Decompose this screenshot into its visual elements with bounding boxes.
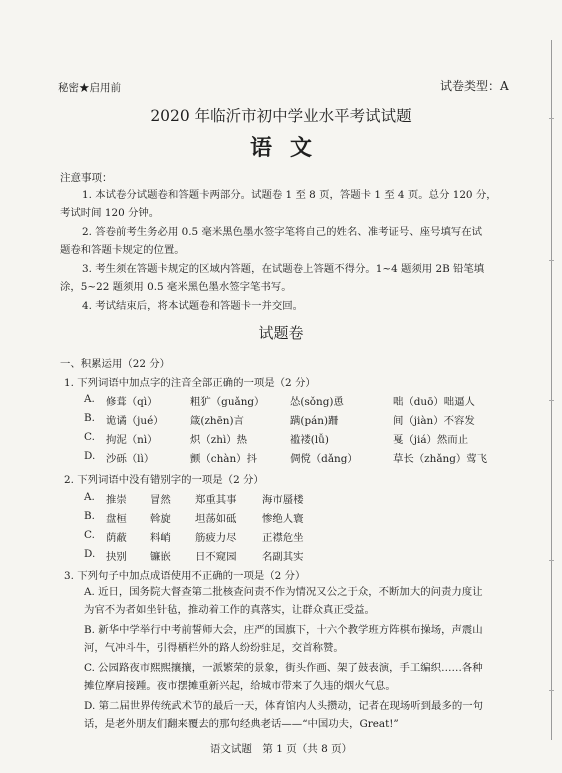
option-word: 镰嵌 xyxy=(150,551,171,563)
notice-heading: 注意事项： xyxy=(60,172,113,184)
option-word: 日不窥园 xyxy=(195,551,237,563)
q3-option-b-line-2: 河，气冲斗牛，引得栖栏外的路人纷纷驻足，交首称赞。 xyxy=(84,642,344,654)
option-word: 箴(zhēn)言 xyxy=(190,415,244,427)
page-footer: 语文试题 第 1 页（共 8 页） xyxy=(209,743,353,755)
q3-option-d-line-2: 话，是老外朋友们翻来覆去的那句经典老话——“中国功夫，Great!” xyxy=(84,718,399,730)
option-word: 斡旋 xyxy=(150,513,171,525)
option-word: 怂(sǒng)恿 xyxy=(290,396,344,408)
option-letter: A. xyxy=(84,491,95,503)
confidential-label: 秘密★启用前 xyxy=(58,82,121,94)
option-letter: D. xyxy=(84,548,96,560)
notice-item-4: 4. 考试结束后，将本试题卷和答题卡一并交回。 xyxy=(82,300,304,312)
option-letter: C. xyxy=(84,431,95,443)
option-word: 名副其实 xyxy=(262,551,304,563)
q3-option-c-line-2: 摊位摩肩接踵。夜市摆摊重新兴起，给城市带来了久违的烟火气息。 xyxy=(84,680,396,692)
part-heading: 一、积累运用（22 分） xyxy=(60,358,171,370)
option-word: 冒然 xyxy=(150,494,171,506)
binding-tick xyxy=(549,400,554,401)
notice-item-1-line-2: 考试时间 120 分钟。 xyxy=(60,207,160,219)
option-word: 炽（zhì）热 xyxy=(190,434,248,446)
notice-item-3-line-2: 涂，5~22 题须用 0.5 毫米黑色墨水签字笔书写。 xyxy=(60,281,292,293)
option-letter: B. xyxy=(84,412,95,424)
notice-item-3-line-1: 3. 考生须在答题卡规定的区域内答题，在试题卷上答题不得分。1~4 题须用 2B 铅笔填 xyxy=(82,263,485,275)
option-word: 倜傥（dǎng） xyxy=(290,453,358,465)
option-word: 抉别 xyxy=(106,551,127,563)
notice-item-2-line-1: 2. 答卷前考生务必用 0.5 毫米黑色墨水签字笔将自己的姓名、准考证号、座号填写在试 xyxy=(82,226,483,238)
binding-tick xyxy=(549,690,554,691)
binding-tick xyxy=(549,260,554,261)
option-word: 蹒(pán)跚 xyxy=(290,415,339,427)
option-word: 正襟危坐 xyxy=(262,532,304,544)
option-word: 推崇 xyxy=(106,494,127,506)
option-word: 咄（duō）咄逼人 xyxy=(393,396,475,408)
option-word: 间（jiàn）不容发 xyxy=(393,415,475,427)
option-word: 沙砾（lì） xyxy=(106,453,155,465)
option-word: 拘泥（nì） xyxy=(106,434,158,446)
option-word: 郑重其事 xyxy=(195,494,237,506)
q3-option-d-line-1: D. 第二届世界传统武术节的最后一天，体育馆内人头攒动，记者在现场听到最多的一句 xyxy=(84,700,484,712)
q3-option-b-line-1: B. 新华中学举行中考前誓师大会，庄严的国旗下，十六个教学班方阵棋布操场，声震山 xyxy=(84,624,483,636)
option-word: 戛（jiá）然而止 xyxy=(393,434,469,446)
notice-item-1-line-1: 1. 本试卷分试题卷和答题卡两部分。试题卷 1 至 8 页，答题卡 1 至 4 页。总分 120 分， xyxy=(82,189,497,201)
option-word: 荫蔽 xyxy=(106,532,127,544)
option-letter: D. xyxy=(84,450,96,462)
paper-type-label: 试卷类型：A xyxy=(440,79,509,93)
option-word: 盘桓 xyxy=(106,513,127,525)
option-word: 诡谲（jué） xyxy=(106,415,164,427)
question-2-stem: 2. 下列词语中没有错别字的一项是（2 分） xyxy=(64,474,264,486)
option-word: 筋疲力尽 xyxy=(195,532,237,544)
binding-tick xyxy=(549,560,554,561)
section-title: 试题卷 xyxy=(258,324,304,342)
option-word: 草长（zhǎng）莺飞 xyxy=(393,453,488,465)
option-word: 褴褛(lǚ) xyxy=(290,434,329,446)
notice-item-2-line-2: 题卷和答题卡规定的位置。 xyxy=(60,244,185,256)
option-word: 颤（chàn）抖 xyxy=(190,453,257,465)
option-word: 坦荡如砥 xyxy=(195,513,237,525)
option-word: 海市蜃楼 xyxy=(262,494,304,506)
q3-option-a-line-2: 为官不为者如坐针毡，推动着工作的真落实，让群众真正受益。 xyxy=(84,604,375,616)
option-letter: B. xyxy=(84,510,95,522)
option-word: 料峭 xyxy=(150,532,171,544)
question-1-stem: 1. 下列词语中加点字的注音全部正确的一项是（2 分） xyxy=(64,377,316,389)
option-letter: C. xyxy=(84,529,95,541)
exam-title: 2020 年临沂市初中学业水平考试试题 xyxy=(150,107,412,125)
option-letter: A. xyxy=(84,393,95,405)
option-word: 惨绝人寰 xyxy=(262,513,304,525)
q3-option-c-line-1: C. 公园路夜市熙熙攘攘，一派繁荣的景象，街头作画、架了鼓表演，手工编织……各种 xyxy=(84,662,483,674)
question-3-stem: 3. 下列句子中加点成语使用不正确的一项是（2 分） xyxy=(64,570,306,582)
subject-title: 语文 xyxy=(249,135,330,161)
option-word: 粗犷（guǎng） xyxy=(190,396,265,408)
q3-option-a-line-1: A. 近日，国务院大督查第二批核查问责不作为情况又公之于众，不断加大的问责力度让 xyxy=(84,586,483,598)
option-word: 修葺（qì） xyxy=(106,396,158,408)
